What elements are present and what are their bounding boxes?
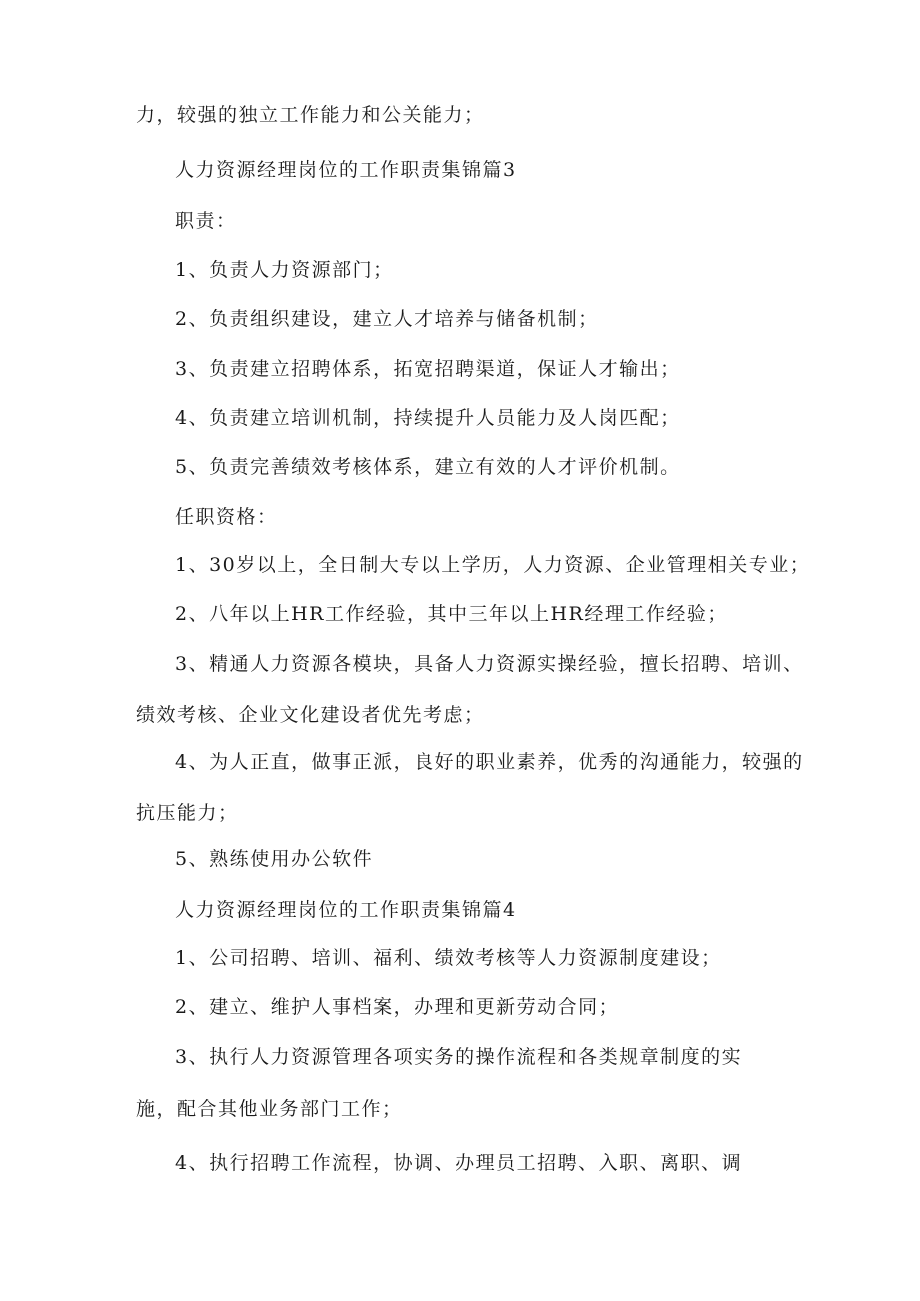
list-item: 3、执行人力资源管理各项实务的操作流程和各类规章制度的实 bbox=[175, 1046, 743, 1068]
list-item: 1、负责人力资源部门； bbox=[175, 259, 394, 281]
list-item: 3、精通人力资源各模块，具备人力资源实操经验，擅长招聘、培训、 bbox=[175, 653, 804, 675]
list-item: 4、负责建立培训机制，持续提升人员能力及人岗匹配； bbox=[175, 407, 681, 429]
list-item: 4、为人正直，做事正派，良好的职业素养，优秀的沟通能力，较强的 bbox=[175, 751, 804, 773]
list-item: 3、负责建立招聘体系，拓宽招聘渠道，保证人才输出； bbox=[175, 358, 681, 380]
list-item: 1、30岁以上，全日制大专以上学历，人力资源、企业管理相关专业； bbox=[175, 554, 811, 576]
subheading: 任职资格： bbox=[175, 506, 278, 528]
list-item: 2、负责组织建设，建立人才培养与储备机制； bbox=[175, 308, 599, 330]
paragraph-line: 绩效考核、企业文化建设者优先考虑； bbox=[136, 704, 485, 726]
list-item: 2、建立、维护人事档案，办理和更新劳动合同； bbox=[175, 996, 620, 1018]
subheading: 职责： bbox=[175, 210, 237, 232]
list-item: 2、八年以上HR工作经验，其中三年以上HR经理工作经验； bbox=[175, 603, 728, 625]
paragraph-line: 力，较强的独立工作能力和公关能力； bbox=[136, 104, 485, 126]
section-heading: 人力资源经理岗位的工作职责集锦篇3 bbox=[175, 159, 517, 181]
paragraph-line: 施，配合其他业务部门工作； bbox=[136, 1098, 403, 1120]
list-item: 1、公司招聘、培训、福利、绩效考核等人力资源制度建设； bbox=[175, 947, 722, 969]
section-heading: 人力资源经理岗位的工作职责集锦篇4 bbox=[175, 899, 517, 921]
list-item: 5、负责完善绩效考核体系，建立有效的人才评价机制。 bbox=[175, 456, 681, 478]
list-item: 4、执行招聘工作流程，协调、办理员工招聘、入职、离职、调 bbox=[175, 1152, 743, 1174]
list-item: 5、熟练使用办公软件 bbox=[175, 848, 374, 870]
paragraph-line: 抗压能力； bbox=[136, 802, 239, 824]
